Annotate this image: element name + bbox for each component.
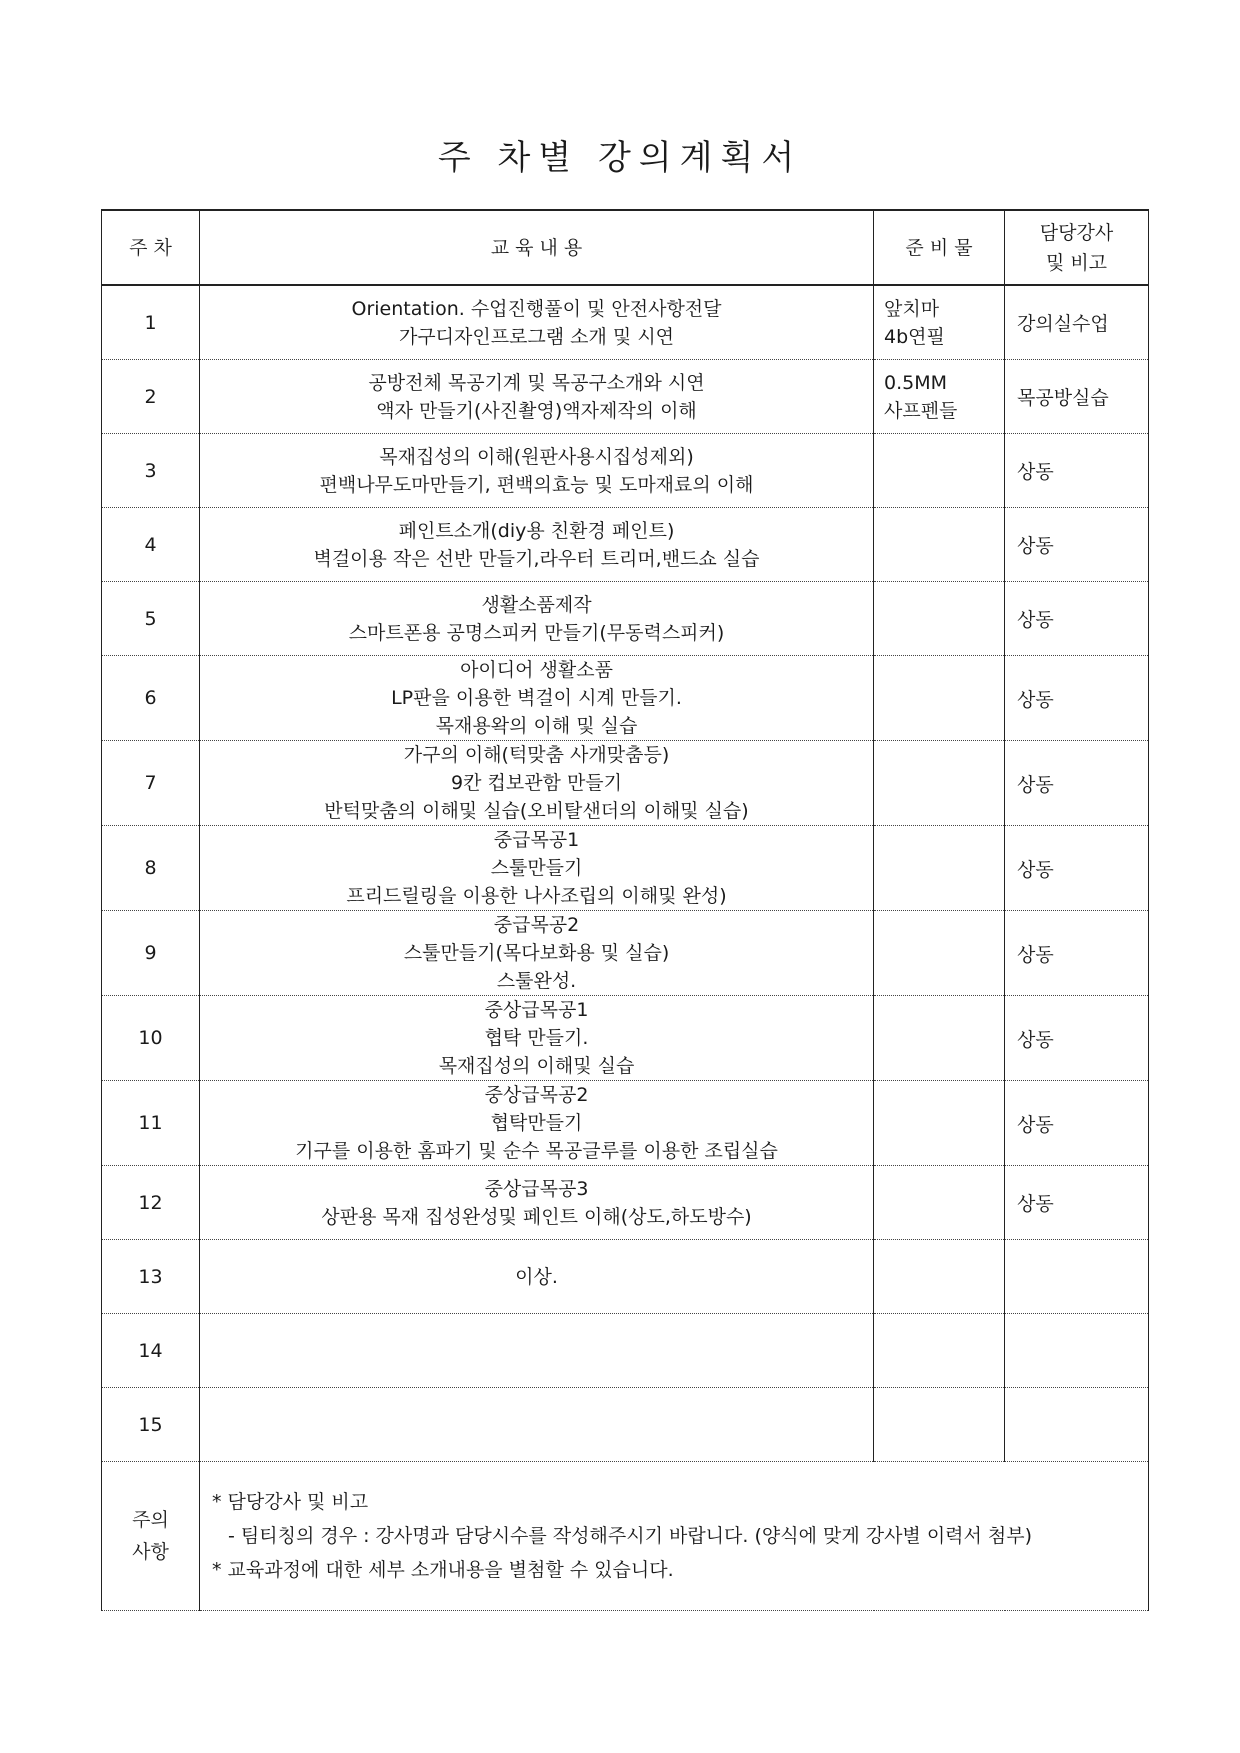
content-line: 중급목공1 <box>493 829 580 851</box>
content-line: 중상급목공1 <box>484 999 589 1021</box>
header-instructor-line: 담당강사 <box>1039 221 1114 244</box>
content-line: 중상급목공3 <box>484 1177 589 1200</box>
content-line: 공방전체 목공기계 및 목공구소개와 시연 <box>368 371 705 394</box>
content-line: Orientation. 수업진행풀이 및 안전사항전달 <box>351 297 722 320</box>
content-line: 협탁만들기 <box>490 1112 583 1134</box>
materials-cell <box>874 741 1005 826</box>
content-cell <box>200 1166 874 1240</box>
instructor-note-cell <box>1005 1314 1149 1388</box>
materials-cell <box>874 1240 1005 1314</box>
content-line: 목재집성의 이해(원판사용시집성제외) <box>379 445 694 468</box>
content-line: 중상급목공2 <box>484 1084 589 1106</box>
materials-line: 0.5MM <box>884 371 948 394</box>
content-line: 9칸 컵보관함 만들기 <box>451 772 622 794</box>
header-instructor <box>1005 210 1149 285</box>
content-cell <box>200 1314 874 1388</box>
instructor-note-cell: 상동 <box>1005 911 1149 996</box>
materials-cell <box>874 996 1005 1081</box>
content-line: 액자 만들기(사진촬영)액자제작의 이해 <box>376 399 697 422</box>
week-number: 8 <box>102 826 200 911</box>
content-line: 협탁 만들기. <box>484 1027 589 1049</box>
notes-label <box>102 1462 200 1611</box>
instructor-note-cell <box>1005 1240 1149 1314</box>
week-number: 10 <box>102 996 200 1081</box>
table-row <box>102 582 1149 656</box>
table-row <box>102 826 1149 911</box>
materials-cell <box>874 360 1005 434</box>
content-line: 가구의 이해(턱맞춤 사개맞춤등) <box>403 744 670 766</box>
instructor-note-cell: 상동 <box>1005 656 1149 741</box>
content-cell <box>200 826 874 911</box>
table-row <box>102 656 1149 741</box>
materials-line: 앞치마 <box>884 297 940 320</box>
content-line: 기구를 이용한 홈파기 및 순수 목공글루를 이용한 조립실습 <box>295 1140 778 1162</box>
content-cell <box>200 582 874 656</box>
week-number: 1 <box>102 285 200 360</box>
header-week: 주 차 <box>102 210 200 285</box>
week-number: 4 <box>102 508 200 582</box>
content-cell <box>200 656 874 741</box>
table-row <box>102 996 1149 1081</box>
week-number: 3 <box>102 434 200 508</box>
content-line: 프리드릴링을 이용한 나사조립의 이해및 완성) <box>346 885 727 907</box>
table-row <box>102 911 1149 996</box>
content-line: 목재집성의 이해및 실습 <box>438 1055 635 1077</box>
content-line: 편백나무도마만들기, 편백의효능 및 도마재료의 이해 <box>319 473 754 496</box>
table-row <box>102 1081 1149 1166</box>
content-cell <box>200 360 874 434</box>
table-row <box>102 1388 1149 1462</box>
table-row <box>102 741 1149 826</box>
week-number: 5 <box>102 582 200 656</box>
materials-cell <box>874 826 1005 911</box>
week-number: 14 <box>102 1314 200 1388</box>
instructor-note-cell: 상동 <box>1005 1081 1149 1166</box>
content-line: 반턱맞춤의 이해및 실습(오비탈샌더의 이해및 실습) <box>324 800 749 822</box>
content-line: 중급목공2 <box>493 914 580 936</box>
header-materials: 준 비 물 <box>874 210 1005 285</box>
materials-cell <box>874 911 1005 996</box>
content-cell <box>200 1240 874 1314</box>
content-line: 벽걸이용 작은 선반 만들기,라우터 트리머,밴드쇼 실습 <box>313 547 760 570</box>
content-cell <box>200 996 874 1081</box>
content-line: 상판용 목재 집성완성및 페인트 이해(상도,하도방수) <box>321 1205 752 1228</box>
notes-label-line: 사항 <box>132 1541 169 1563</box>
content-line: 가구디자인프로그램 소개 및 시연 <box>398 325 675 348</box>
notes-label-line: 주의 <box>132 1509 169 1531</box>
instructor-note-cell: 강의실수업 <box>1005 285 1149 360</box>
table-row <box>102 285 1149 360</box>
header-content: 교 육 내 용 <box>200 210 874 285</box>
instructor-note-cell: 상동 <box>1005 582 1149 656</box>
week-number: 6 <box>102 656 200 741</box>
content-cell <box>200 741 874 826</box>
materials-cell <box>874 508 1005 582</box>
table-row <box>102 360 1149 434</box>
instructor-note-cell: 상동 <box>1005 826 1149 911</box>
materials-cell <box>874 434 1005 508</box>
notes-text <box>200 1462 1149 1611</box>
table-row <box>102 434 1149 508</box>
content-cell <box>200 1081 874 1166</box>
table-row <box>102 508 1149 582</box>
table-row <box>102 1240 1149 1314</box>
instructor-note-cell <box>1005 1388 1149 1462</box>
week-number: 15 <box>102 1388 200 1462</box>
notes-line: * 담당강사 및 비고 <box>212 1491 369 1513</box>
week-number: 7 <box>102 741 200 826</box>
content-line: 스툴완성. <box>496 970 577 992</box>
content-line: 페인트소개(diy용 친환경 페인트) <box>398 519 675 542</box>
materials-cell <box>874 1081 1005 1166</box>
materials-cell <box>874 1314 1005 1388</box>
content-cell <box>200 1388 874 1462</box>
notes-line: - 팀티칭의 경우 : 강사명과 담당시수를 작성해주시기 바랍니다. (양식에 맞게 강사별 이력서 첨부) <box>228 1525 1033 1547</box>
content-cell <box>200 508 874 582</box>
week-number: 13 <box>102 1240 200 1314</box>
content-cell <box>200 285 874 360</box>
table-header-row <box>102 210 1149 285</box>
content-line: 목재용왁의 이해 및 실습 <box>435 715 638 737</box>
instructor-note-cell: 상동 <box>1005 434 1149 508</box>
week-number: 12 <box>102 1166 200 1240</box>
instructor-note-cell: 상동 <box>1005 1166 1149 1240</box>
header-instructor-line: 및 비고 <box>1045 251 1108 274</box>
notes-row <box>102 1462 1149 1611</box>
table-row <box>102 1314 1149 1388</box>
lecture-plan-table <box>101 209 1149 1611</box>
table-row <box>102 1166 1149 1240</box>
materials-cell <box>874 285 1005 360</box>
content-line: 스툴만들기(목다보화용 및 실습) <box>403 942 670 964</box>
materials-cell <box>874 582 1005 656</box>
materials-line: 4b연필 <box>884 325 945 348</box>
content-line: 스툴만들기 <box>490 857 583 879</box>
materials-cell <box>874 656 1005 741</box>
instructor-note-cell: 상동 <box>1005 508 1149 582</box>
instructor-note-cell: 목공방실습 <box>1005 360 1149 434</box>
content-cell <box>200 911 874 996</box>
content-line: 아이디어 생활소품 <box>460 659 613 681</box>
instructor-note-cell: 상동 <box>1005 996 1149 1081</box>
table-body <box>102 285 1149 1611</box>
content-line: 스마트폰용 공명스피커 만들기(무동력스피커) <box>348 621 725 644</box>
week-number: 9 <box>102 911 200 996</box>
notes-line: * 교육과정에 대한 세부 소개내용을 별첨할 수 있습니다. <box>212 1559 674 1581</box>
week-number: 2 <box>102 360 200 434</box>
week-number: 11 <box>102 1081 200 1166</box>
content-cell <box>200 434 874 508</box>
content-line: 생활소품제작 <box>481 593 592 616</box>
page-title: 주 차별 강의계획서 <box>437 138 803 178</box>
content-line: LP판을 이용한 벽걸이 시계 만들기. <box>391 687 682 709</box>
materials-cell <box>874 1166 1005 1240</box>
content-line: 이상. <box>515 1265 558 1288</box>
materials-line: 사프펜들 <box>884 399 958 422</box>
materials-cell <box>874 1388 1005 1462</box>
instructor-note-cell: 상동 <box>1005 741 1149 826</box>
